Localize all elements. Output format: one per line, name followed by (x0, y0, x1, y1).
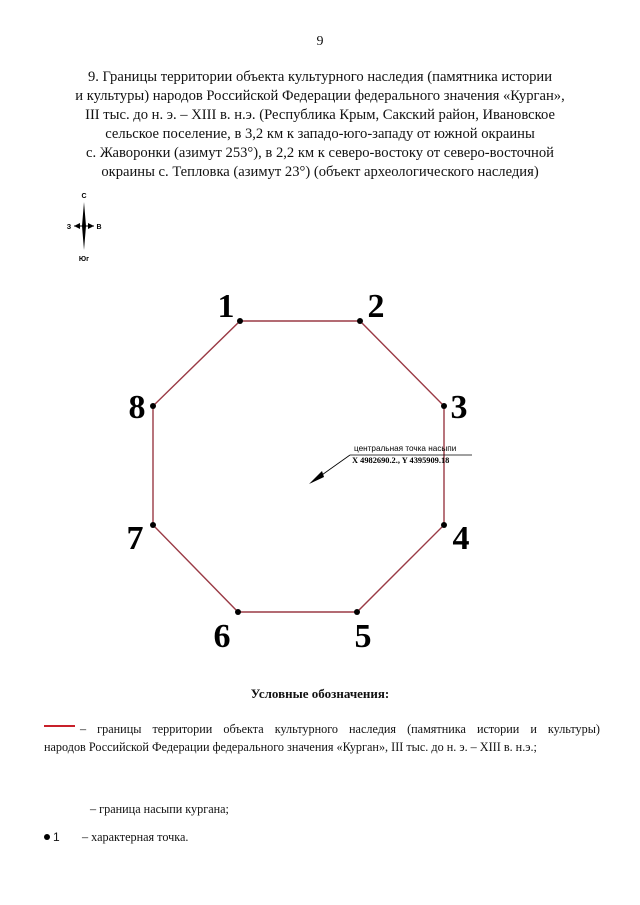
title-line: с. Жаворонки (азимут 253°), в 2,2 км к северо-востоку от северо-восточной (86, 145, 554, 161)
document-title (40, 68, 600, 182)
boundary-point-label-6: 6 (213, 618, 231, 650)
boundary-point-4 (441, 522, 447, 528)
title-line: и культуры) народов Российской Федерации федерального значения «Курган», (75, 88, 565, 104)
center-point-coords: X 4982690.2., Y 4395909.18 (352, 456, 450, 465)
boundary-point-label-7: 7 (126, 520, 144, 557)
compass-needle-north (82, 202, 86, 226)
boundary-point-8 (150, 403, 156, 409)
boundary-points (127, 288, 470, 650)
legend-boundary-text-1: – границы территории объекта культурного наследия (памятника истории и культуры) (80, 722, 600, 736)
boundary-point-6 (235, 609, 241, 615)
center-point-label: центральная точка насыпи (354, 444, 457, 453)
boundary-point-label-1: 1 (217, 288, 235, 325)
title-line: сельское поселение, в 3,2 км к западо-юго-западу от южной окраины (105, 126, 535, 142)
boundary-plan (0, 270, 640, 650)
boundary-point-5 (354, 609, 360, 615)
boundary-point-2 (357, 318, 363, 324)
boundary-point-3 (441, 403, 447, 409)
legend-point-item: – характерная точка. (82, 830, 189, 844)
boundary-point-label-4: 4 (452, 520, 470, 557)
point-sample-dot (44, 834, 50, 840)
compass-rose (60, 188, 110, 268)
point-sample-label: 1 (53, 830, 60, 844)
boundary-point-1 (237, 318, 243, 324)
compass-north-label: С (81, 193, 87, 200)
boundary-point-7 (150, 522, 156, 528)
compass-needle-south (82, 226, 86, 250)
compass-east-label: В (96, 224, 102, 231)
compass-west-label: З (66, 224, 72, 231)
compass-arrow-east (88, 223, 94, 229)
legend-boundary-item (44, 720, 600, 756)
legend-heading: Условные обозначения: (250, 686, 390, 701)
center-pointer-arrow (309, 471, 324, 484)
point-sample (44, 830, 60, 844)
legend-boundary-text-2: народов Российской Федерации федерального значения «Курган», III тыс. до н. э. – XIII в. н.э.; (44, 740, 537, 754)
boundary-point-label-3: 3 (450, 389, 468, 426)
boundary-point-label-5: 5 (354, 618, 372, 650)
territory-boundary (153, 321, 444, 612)
boundary-point-label-8: 8 (128, 389, 146, 426)
legend-mound-item: – граница насыпи кургана; (90, 802, 229, 816)
title-line: 9. Границы территории объекта культурного наследия (памятника истории (87, 69, 553, 85)
compass-south-label: Юг (78, 256, 90, 263)
compass-arrow-west (74, 223, 80, 229)
boundary-point-label-2: 2 (367, 288, 385, 325)
page-number: 9 (316, 34, 324, 49)
title-line: III тыс. до н. э. – XIII в. н.э. (Республика Крым, Сакский район, Ивановское (85, 107, 555, 123)
title-line: окраины с. Тепловка (азимут 23°) (объект археологического наследия) (101, 164, 539, 180)
